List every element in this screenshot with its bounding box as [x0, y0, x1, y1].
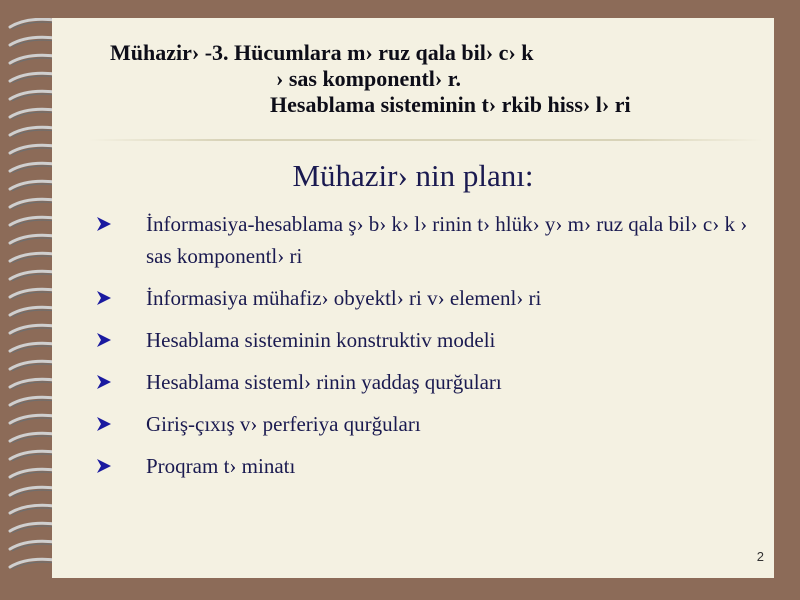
plan-list — [90, 208, 770, 492]
list-item-text: Hesablama sisteml› rinin yaddaş qurğuları — [146, 370, 502, 394]
list-item-text: Proqram t› minatı — [146, 454, 296, 478]
list-item — [90, 408, 770, 440]
arrow-bullet-icon — [96, 290, 112, 306]
title-line-1: Mühazir› -3. Hücumlara m› ruz qala bil› c› k — [110, 40, 534, 65]
list-item-text: İnformasiya mühafiz› obyektl› ri v› elemenl› ri — [146, 286, 542, 310]
page-number: 2 — [756, 549, 764, 564]
arrow-bullet-icon — [96, 332, 112, 348]
arrow-bullet-icon — [96, 416, 112, 432]
plan-heading: Mühazir› nin planı: — [292, 158, 534, 193]
arrow-bullet-icon — [96, 216, 112, 232]
list-item-text: İnformasiya-hesablama ş› b› k› l› rinin t› hlük› y› m› ruz qala bil› c› k › sas komponentl› ri — [146, 212, 748, 268]
title-line-3: Hesablama sisteminin t› rkib hiss› l› ri — [270, 92, 631, 117]
slide-title — [110, 40, 770, 118]
list-item — [90, 450, 770, 482]
arrow-bullet-icon — [96, 458, 112, 474]
title-line-2: › sas komponentl› r. — [276, 66, 461, 91]
list-item — [90, 208, 770, 272]
arrow-bullet-icon — [96, 374, 112, 390]
list-item — [90, 324, 770, 356]
list-item — [90, 366, 770, 398]
list-item — [90, 282, 770, 314]
list-item-text: Giriş-çıxış v› perferiya qurğuları — [146, 412, 421, 436]
slide-page — [52, 18, 774, 578]
title-divider — [88, 139, 763, 141]
list-item-text: Hesablama sisteminin konstruktiv modeli — [146, 328, 496, 352]
